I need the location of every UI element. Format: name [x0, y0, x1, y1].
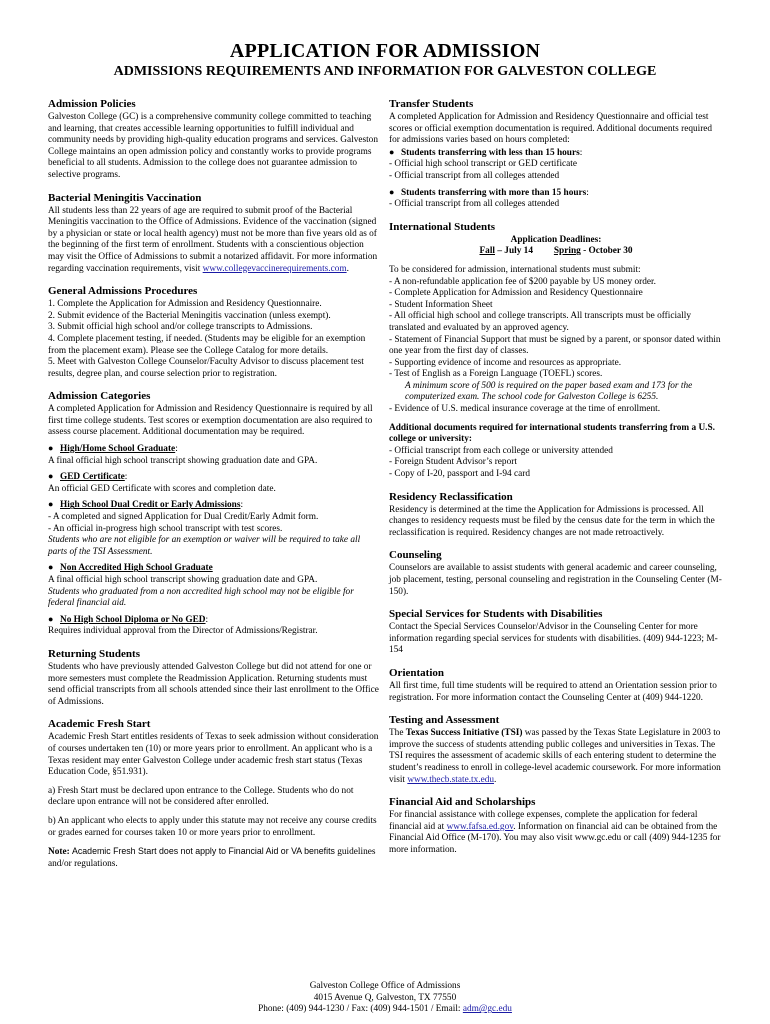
meningitis-section [48, 192, 381, 276]
meningitis-text [48, 206, 381, 276]
right-column [389, 98, 723, 867]
orientation-heading: Orientation [389, 666, 444, 679]
category-nonaccredited-note: Students who graduated from a non accredited high school may not be eligible for federal financial aid. [48, 586, 354, 609]
freshstart-note-label: Note: [48, 847, 70, 858]
counseling-text: Counselors are available to assist students with general academic and career counseling, job placement, testing, personal counseling and registration in the Counseling Center (M-150). [389, 563, 722, 597]
thecb-link[interactable]: www.thecb.state.tx.edu [407, 774, 495, 785]
deadlines-label: Application Deadlines: [510, 234, 602, 245]
returning-text: Students who have previously attended Galveston College but did not attend for one or more semesters must complete the Readmission Application. Returning students must send official transcripts from all schools attended since their last enrollment to the Office of Admissions. [48, 661, 379, 707]
admission-policies-heading: Admission Policies [48, 98, 136, 110]
bullet-icon: ● [48, 499, 54, 510]
meningitis-link-end: . [346, 263, 349, 274]
footer [0, 981, 770, 1016]
category-dual-line: - A completed and signed Application for Dual Credit/Early Admit form. [48, 512, 319, 523]
toefl-note: A minimum score of 500 is required on the paper based exam and 173 for the computerized exam. The school code for Galveston College is 6255. [405, 380, 693, 403]
freshstart-section [48, 718, 381, 870]
special-services-section [389, 608, 723, 657]
international-heading: International Students [389, 220, 496, 233]
category-nodiploma-title: No High School Diploma or No GED [60, 614, 206, 625]
category-dual-colon: : [240, 500, 244, 511]
category-dual [48, 499, 381, 512]
international-req: - Test of English as a Foreign Language (TOEFL) scores. [389, 369, 603, 380]
counseling-heading: Counseling [389, 549, 442, 562]
finaid-body2: . Information on financial aid can be obtained from the Financial Aid Office (M-170). You may also visit www.gc.edu or call (409) 944-1235 for more information. [389, 821, 721, 855]
transfer-section [389, 98, 723, 211]
bullet-icon: ● [389, 186, 395, 197]
returning-heading: Returning Students [48, 647, 140, 660]
testing-section [389, 714, 723, 786]
categories-heading: Admission Categories [48, 390, 151, 403]
transfer-more-line: - Official transcript from all colleges attended [389, 199, 560, 210]
category-ged-text: An official GED Certificate with scores and completion date. [48, 483, 276, 494]
international-intro: To be considered for admission, international students must submit: [389, 264, 641, 275]
spring-date: - October 30 [580, 246, 633, 257]
transfer-more: ● Students transferring with more than 15 hours: [389, 186, 589, 198]
international-req: - Student Information Sheet [389, 299, 493, 310]
international-transfer-line: - Copy of I-20, passport and I-94 card [389, 469, 530, 480]
freshstart-heading: Academic Fresh Start [48, 718, 151, 731]
international-req: - Complete Application for Admission and Residency Questionnaire [389, 288, 643, 299]
freshstart-a: a) Fresh Start must be declared upon entrance to the College. Students who do not declare upon entrance will not be considered after enrolled. [48, 785, 354, 808]
category-dual-note: Students who are not eligible for an exemption or waiver will be required to take all parts of the TSI Assessment. [48, 535, 361, 557]
testing-body: was passed by the Texas State Legislature in 2003 to improve the success of students attending public colleges and universities in Texas. The TSI requires the assessment of academic skills of each entering student to determine the student’s readiness to enroll in college-level academic coursework. For more information visit [389, 728, 721, 785]
finaid-section [389, 796, 723, 856]
left-column [48, 98, 381, 880]
freshstart-note-text: Academic Fresh Start does not apply to Financial Aid or VA benefits [72, 846, 335, 857]
category-hs-text: A final official high school transcript showing graduation date and GPA. [48, 455, 318, 466]
category-dual-line: - An official in-progress high school transcript with test scores. [48, 523, 283, 534]
admission-policies-text: Galveston College (GC) is a comprehensive community college committed to teaching and learning, that creates accessible learning opportunities to fulfill individual and community needs by providing high-quality education programs and services. Galveston College maintains an open admission policy and constantly works to provide programs beneficial to all students. Admission to the college does not guarantee admission to selective programs. [48, 112, 378, 180]
admission-policies-section [48, 98, 381, 182]
document-subtitle: ADMISSIONS REQUIREMENTS AND INFORMATION FOR GALVESTON COLLEGE [113, 64, 657, 79]
footer-address: 4015 Avenue Q, Galveston, TX 77550 [313, 992, 457, 1003]
international-insurance: - Evidence of U.S. medical insurance coverage at the time of enrollment. [389, 404, 661, 415]
international-transfer-line: - Foreign Student Advisor’s report [389, 457, 517, 468]
categories-section [48, 390, 381, 638]
freshstart-b: b) An applicant who elects to apply under this statute may not receive any course credits or grades earned for courses taken 10 or more years prior to enrollment. [48, 815, 377, 838]
international-req: - All official high school and college transcripts. All transcripts must be officially translated and evaluated by an approved agency. [389, 311, 691, 333]
meningitis-body: All students less than 22 years of age are required to submit proof of the Bacterial Meningitis vaccination to the Office of Admissions. Evidence of the vaccination (signed by a physician or state or local health agency) must not be more than five years old as of the beginning of the first term of enrollment. Students with a conscientious objection may visit the Office of Admissions to submit a notarized affidavit. For more information regarding vaccination requirements, visit [48, 205, 378, 274]
finaid-heading: Financial Aid and Scholarships [389, 796, 536, 809]
procedure-step: 2. Submit evidence of the Bacterial Meningitis vaccination (unless exempt). [48, 310, 331, 321]
special-services-heading: Special Services for Students with Disabilities [389, 608, 603, 621]
transfer-less-line: - Official transcript from all colleges attended [389, 170, 560, 181]
procedures-heading: General Admissions Procedures [48, 285, 198, 298]
category-hs [48, 443, 381, 456]
bullet-icon: ● [48, 443, 54, 454]
footer-contact [0, 1004, 770, 1016]
transfer-less-line: - Official high school transcript or GED certificate [389, 159, 578, 170]
international-section [389, 221, 723, 481]
category-nonaccredited-title: Non Accredited High School Graduate [60, 563, 213, 574]
testing-end: . [494, 774, 497, 785]
testing-pre: The [389, 728, 404, 739]
category-nodiploma-colon: : [205, 614, 209, 625]
bullet-icon: ● [48, 613, 54, 624]
email-link[interactable]: adm@gc.edu [462, 1004, 512, 1015]
procedure-step: 5. Meet with Galveston College Counselor/Faculty Advisor to discuss placement test results, degree plan, and course selection prior to registration. [48, 357, 364, 379]
category-nodiploma [48, 614, 381, 627]
category-hs-title: High/Home School Graduate [60, 444, 176, 455]
bullet-icon: ● [48, 471, 54, 482]
international-req: - A non-refundable application fee of $200 payable by US money order. [389, 276, 656, 287]
international-req: - Supporting evidence of income and resources as appropriate. [389, 357, 622, 368]
procedures-section [48, 285, 381, 380]
finaid-text [389, 810, 723, 856]
document-title: APPLICATION FOR ADMISSION [229, 40, 541, 62]
returning-section [48, 648, 381, 708]
freshstart-note-end: guidelines and/or regulations. [48, 847, 376, 869]
international-transfer-heading: Additional documents required for international students transferring from a U.S. college or university: [389, 422, 716, 445]
categories-intro: A completed Application for Admission and Residency Questionnaire is required by all first time college students. Test scores or exemption documentation are also required to assess course placement. Additional documentation may be required. [48, 404, 373, 438]
category-nonaccredited [48, 562, 381, 575]
procedure-step: 4. Complete placement testing, if needed. (Students may be eligible for an exemption from the placement exam). Please see the College Catalog for more details. [48, 333, 366, 356]
international-transfer-line: - Official transcript from each college or university attended [389, 445, 613, 456]
category-ged [48, 471, 381, 484]
procedure-step: 1. Complete the Application for Admission and Residency Questionnaire. [48, 299, 322, 310]
transfer-text: A completed Application for Admission and Residency Questionnaire and official test scores or official exemption documentation is required. Additional documents required for admissions varies based on hours completed: [389, 112, 713, 146]
footer-office: Galveston College Office of Admissions [309, 981, 461, 991]
fall-label: Fall [479, 246, 495, 257]
orientation-text: All first time, full time students will be required to attend an Orientation session prior to registration. For more information contact the Counseling Center at (409) 944-1220. [389, 680, 717, 703]
residency-heading: Residency Reclassification [389, 490, 513, 503]
fafsa-link[interactable]: www.fafsa.ed.gov [446, 821, 514, 832]
vaccine-requirements-link[interactable]: www.collegevaccinerequirements.com [202, 263, 347, 274]
deadlines-dates [389, 246, 723, 258]
testing-text [389, 728, 723, 786]
finaid-body1: For financial assistance with college expenses, complete the application for federal financial aid at [389, 810, 698, 832]
residency-section [389, 491, 723, 540]
orientation-section [389, 667, 723, 704]
residency-text: Residency is determined at the time the Application for Admissions is processed. All changes to residency requests must be filed by the census date for the term in which the reclassification is required. Residency changes are not made retroactively. [389, 504, 715, 538]
testing-heading: Testing and Assessment [389, 714, 500, 727]
spring-label: Spring [553, 246, 581, 257]
category-ged-colon: : [124, 472, 128, 483]
counseling-section [389, 549, 723, 598]
fall-date: – July 14 [495, 246, 533, 257]
transfer-more-title: Students transferring with more than 15 hours [401, 187, 587, 198]
category-ged-title: GED Certificate [60, 472, 125, 483]
transfer-heading: Transfer Students [389, 98, 474, 110]
footer-phone-fax: Phone: (409) 944-1230 / Fax: (409) 944-1501 / Email: [258, 1004, 461, 1015]
procedure-step: 3. Submit official high school and/or college transcripts to Admissions. [48, 322, 313, 333]
category-hs-colon: : [175, 444, 178, 455]
transfer-less-title: Students transferring with less than 15 hours [401, 147, 580, 158]
bullet-icon: ● [389, 146, 395, 157]
category-dual-title: High School Dual Credit or Early Admissions [60, 500, 241, 511]
bullet-icon: ● [48, 562, 54, 573]
meningitis-heading: Bacterial Meningitis Vaccination [48, 191, 202, 204]
transfer-less: ● Students transferring with less than 15 hours: [389, 146, 583, 158]
tsi-label: Texas Success Initiative (TSI) [405, 728, 523, 739]
category-nonaccredited-text: A final official high school transcript showing graduation date and GPA. [48, 575, 318, 585]
international-req: - Statement of Financial Support that must be signed by a parent, or sponsor dated within one year from the first day of classes. [389, 334, 721, 357]
special-services-text: Contact the Special Services Counselor/Advisor in the Counseling Center for more information regarding special services for students with disabilities. (409) 944-1223; M-154 [389, 622, 718, 656]
freshstart-note [48, 846, 381, 870]
freshstart-text: Academic Fresh Start entitles residents of Texas to seek admission without consideration of courses undertaken ten (10) or more years prior to enrollment. An applicant who is a Texas resident may enter Galveston College under academic fresh start status (Texas Education Code, §51.931). [48, 732, 379, 778]
category-nodiploma-text: Requires individual approval from the Director of Admissions/Registrar. [48, 626, 318, 637]
